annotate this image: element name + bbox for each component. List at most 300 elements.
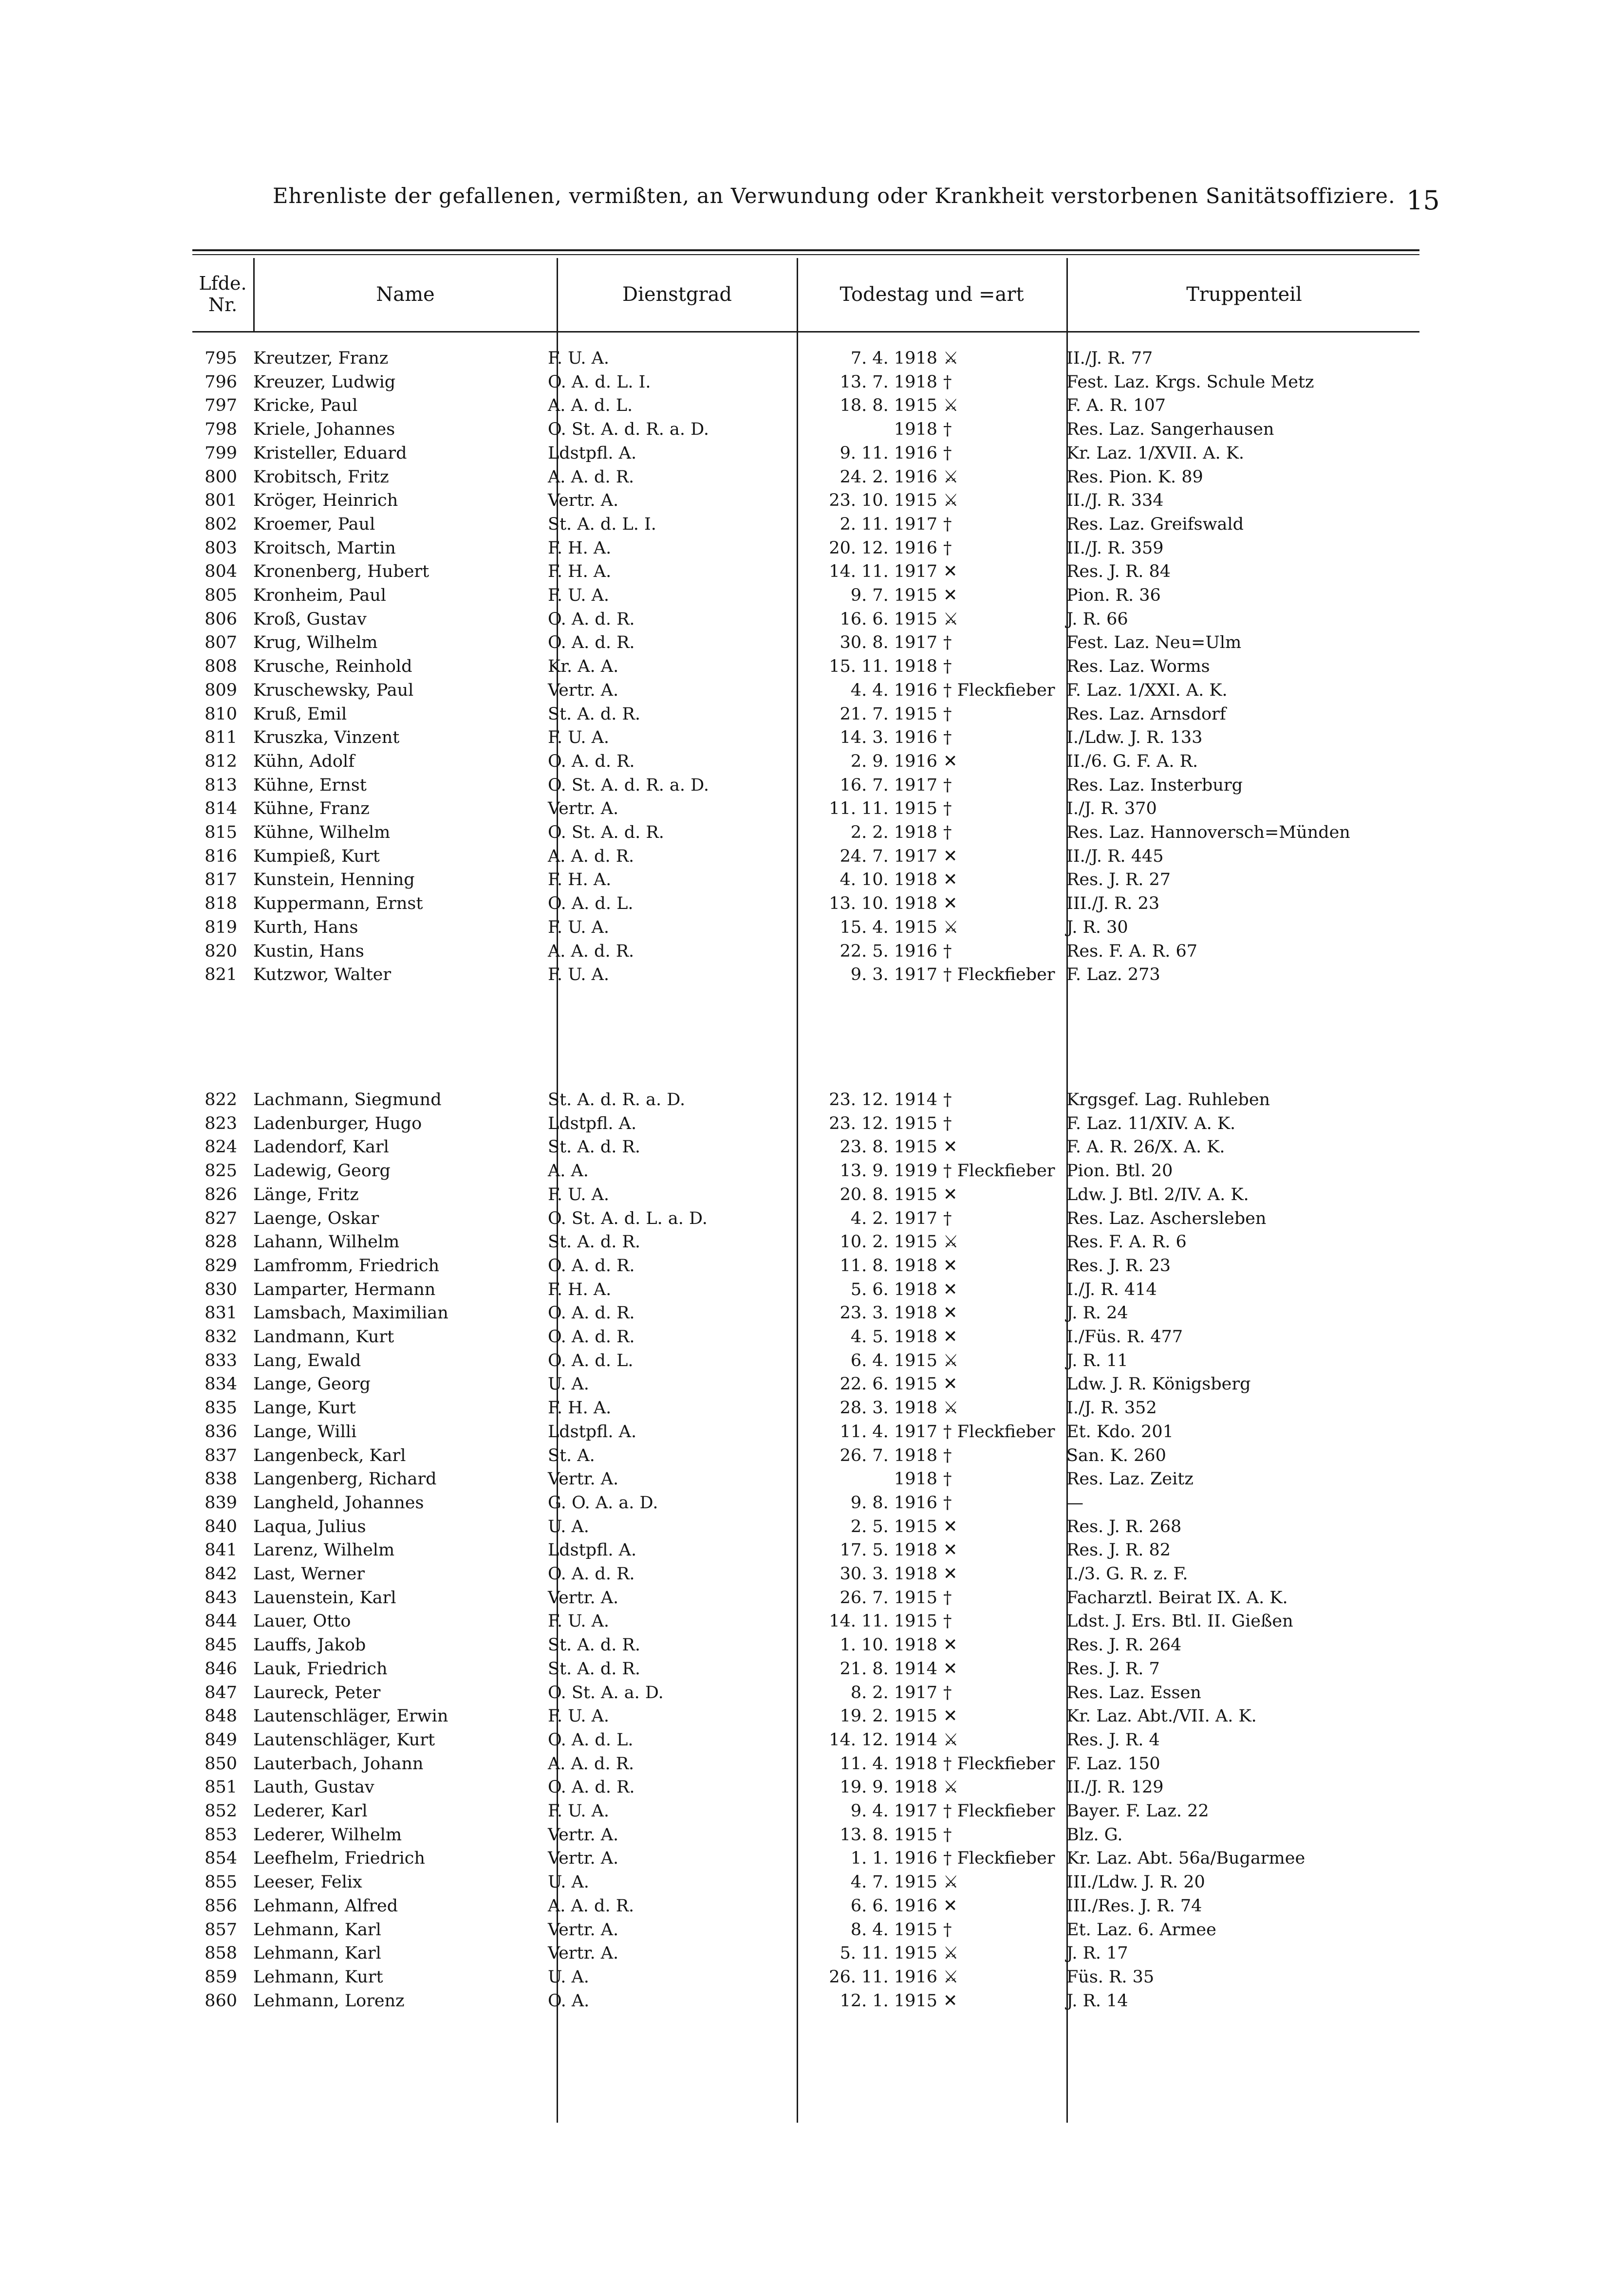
table-row: [192, 442, 1419, 465]
entry-unit: Res. Laz. Arnsdorf: [1066, 704, 1226, 724]
table-row: [192, 1467, 1419, 1491]
entry-death-date: 14. 11. 1917: [829, 562, 937, 582]
entry-death-type: ✕: [943, 1137, 958, 1157]
entry-name: Lange, Willi: [253, 1422, 357, 1442]
entry-death-date: 19. 9. 1918: [839, 1778, 937, 1797]
entry-name: Lauk, Friedrich: [253, 1659, 388, 1679]
entry-death-date: 4. 10. 1918: [839, 870, 937, 890]
entry-name: Lauer, Otto: [253, 1611, 351, 1631]
entry-number: 810: [205, 704, 237, 724]
entry-death-date: 13. 7. 1918: [839, 372, 937, 392]
entry-death-date: 30. 8. 1917: [839, 633, 937, 653]
entry-death-date: 23. 12. 1914: [829, 1090, 937, 1110]
table-row: [192, 1728, 1419, 1752]
table-row: [192, 465, 1419, 489]
entry-rank: U. A.: [548, 1967, 589, 1987]
entry-unit: F. Laz. 11/XIV. A. K.: [1066, 1113, 1236, 1133]
entry-rank: F. H. A.: [548, 870, 612, 890]
entry-death-date: 24. 7. 1917: [839, 846, 937, 866]
entry-death-date: 13. 10. 1918: [829, 894, 937, 914]
entry-death-date: 9. 7. 1915: [850, 586, 937, 605]
entry-rank: Vertr. A.: [548, 680, 619, 700]
entry-rank: A. A. d. R.: [548, 941, 634, 961]
entry-unit: Et. Kdo. 201: [1066, 1422, 1174, 1442]
entry-rank: O. A. d. L.: [548, 1730, 634, 1750]
entry-death-type: ✕: [943, 1706, 958, 1726]
entry-rank: O. St. A. d. L. a. D.: [548, 1208, 708, 1228]
entry-death-date: 22. 6. 1915: [839, 1374, 937, 1394]
entry-number: 838: [205, 1469, 237, 1489]
entry-death-type: †: [943, 1208, 952, 1228]
entry-death-type: †: [943, 799, 952, 819]
entry-unit: Kr. Laz. 1/XVII. A. K.: [1066, 443, 1245, 463]
entry-unit: Res. J. R. 7: [1066, 1659, 1160, 1679]
entry-death-date: 11. 4. 1917: [839, 1422, 937, 1442]
entry-unit: Res. F. A. R. 67: [1066, 941, 1198, 961]
entry-death-date: 15. 4. 1915: [839, 917, 937, 937]
entry-name: Krug, Wilhelm: [253, 633, 378, 653]
entry-death-date: 6. 4. 1915: [850, 1351, 937, 1370]
entry-death-type: ⚔: [943, 917, 959, 937]
entry-number: 834: [205, 1374, 237, 1394]
entry-unit: II./J. R. 445: [1066, 846, 1164, 866]
entry-death-type: † Fleckfieber: [943, 680, 1055, 700]
entry-rank: O. St. A. d. R. a. D.: [548, 420, 709, 440]
entry-death-type: ✕: [943, 1185, 958, 1204]
entry-unit: Fest. Laz. Krgs. Schule Metz: [1066, 372, 1314, 392]
entry-number: 798: [205, 420, 237, 440]
entry-death-type: ✕: [943, 1659, 958, 1679]
entry-death-date: 4. 2. 1917: [850, 1208, 937, 1228]
entry-number: 804: [205, 562, 237, 582]
entry-rank: O. A. d. R.: [548, 751, 635, 771]
entry-rank: Vertr. A.: [548, 1920, 619, 1940]
entry-death-type: ⚔: [943, 609, 959, 629]
entry-death-type: ✕: [943, 586, 958, 605]
entry-rank: F. H. A.: [548, 1279, 612, 1299]
entry-number: 830: [205, 1279, 237, 1299]
table-row: [192, 418, 1419, 441]
entry-unit: II./J. R. 129: [1066, 1778, 1164, 1797]
entry-name: Lange, Kurt: [253, 1398, 356, 1418]
table-row: [192, 347, 1419, 370]
table-row: [192, 584, 1419, 607]
entry-death-date: 23. 10. 1915: [829, 491, 937, 511]
table-row: [192, 774, 1419, 797]
entry-death-date: 11. 4. 1918: [839, 1754, 937, 1774]
table-row: [192, 1538, 1419, 1562]
entry-name: Last, Werner: [253, 1564, 365, 1584]
entry-unit: F. A. R. 107: [1066, 396, 1166, 416]
entry-name: Lauenstein, Karl: [253, 1588, 396, 1608]
entry-number: 811: [205, 728, 237, 748]
entry-rank: Vertr. A.: [548, 1944, 619, 1963]
entry-death-date: 23. 12. 1915: [829, 1113, 937, 1133]
entry-death-date: 10. 2. 1915: [839, 1232, 937, 1252]
entry-name: Lehmann, Karl: [253, 1944, 381, 1963]
entry-number: 841: [205, 1540, 237, 1560]
entry-number: 831: [205, 1303, 237, 1323]
entry-death-type: ✕: [943, 1327, 958, 1347]
entry-number: 856: [205, 1896, 237, 1916]
entry-death-type: †: [943, 443, 952, 463]
entry-rank: F. U. A.: [548, 965, 610, 985]
entry-number: 822: [205, 1090, 237, 1110]
entry-unit: F. Laz. 150: [1066, 1754, 1160, 1774]
entry-death-date: 30. 3. 1918: [839, 1564, 937, 1584]
entry-number: 820: [205, 941, 237, 961]
entry-name: Kronenberg, Hubert: [253, 562, 429, 582]
entry-number: 847: [205, 1683, 237, 1703]
entry-number: 848: [205, 1706, 237, 1726]
table-row: [192, 1112, 1419, 1135]
entry-death-date: 20. 12. 1916: [829, 538, 937, 558]
table-row: [192, 1586, 1419, 1610]
entry-unit: III./Res. J. R. 74: [1066, 1896, 1202, 1916]
entry-rank: St. A. d. L. I.: [548, 514, 656, 534]
table-row: [192, 845, 1419, 868]
entry-number: 805: [205, 586, 237, 605]
entry-unit: I./J. R. 352: [1066, 1398, 1157, 1418]
entry-death-date: 14. 11. 1915: [829, 1611, 937, 1631]
entry-number: 833: [205, 1351, 237, 1370]
entry-death-type: †: [943, 941, 952, 961]
entry-death-type: † Fleckfieber: [943, 1801, 1055, 1821]
entry-name: Kutzwor, Walter: [253, 965, 392, 985]
table-row: [192, 1704, 1419, 1728]
entry-number: 797: [205, 396, 237, 416]
entry-death-date: 9. 4. 1917: [850, 1801, 937, 1821]
entry-rank: Ldstpfl. A.: [548, 443, 637, 463]
entry-death-date: 20. 8. 1915: [839, 1185, 937, 1204]
entry-rank: F. U. A.: [548, 349, 610, 368]
table-row: [192, 1942, 1419, 1965]
entry-name: Lehmann, Lorenz: [253, 1991, 405, 2011]
entry-unit: Res. Laz. Worms: [1066, 657, 1210, 677]
entry-number: 859: [205, 1967, 237, 1987]
entry-unit: San. K. 260: [1066, 1445, 1166, 1465]
entry-rank: O. St. A. d. R.: [548, 823, 664, 842]
entry-unit: Res. J. R. 27: [1066, 870, 1171, 890]
table-row: [192, 1135, 1419, 1159]
entry-rank: Vertr. A.: [548, 799, 619, 819]
entry-name: Langenberg, Richard: [253, 1469, 437, 1489]
entry-rank: Vertr. A.: [548, 1469, 619, 1489]
entry-number: 849: [205, 1730, 237, 1750]
entry-name: Kronheim, Paul: [253, 586, 386, 605]
entry-number: 857: [205, 1920, 237, 1940]
entry-number: 815: [205, 823, 237, 842]
entry-name: Kroitsch, Martin: [253, 538, 396, 558]
entry-name: Langenbeck, Karl: [253, 1445, 406, 1465]
entry-name: Krobitsch, Fritz: [253, 467, 389, 487]
table-row: [192, 679, 1419, 702]
entry-number: 842: [205, 1564, 237, 1584]
entry-death-date: 19. 2. 1915: [839, 1706, 937, 1726]
entry-unit: Res. Laz. Aschersleben: [1066, 1208, 1267, 1228]
entry-number: 808: [205, 657, 237, 677]
entry-death-date: 14. 12. 1914: [829, 1730, 937, 1750]
entry-death-date: 4. 4. 1916: [850, 680, 937, 700]
entry-name: Kreuzer, Ludwig: [253, 372, 396, 392]
table-row: [192, 821, 1419, 844]
entry-number: 826: [205, 1185, 237, 1204]
entry-number: 814: [205, 799, 237, 819]
entry-death-type: ⚔: [943, 1398, 959, 1418]
table-row: [192, 916, 1419, 939]
entry-death-type: ✕: [943, 1991, 958, 2011]
entry-death-date: 11. 8. 1918: [839, 1256, 937, 1276]
entry-death-type: ✕: [943, 1256, 958, 1276]
entry-name: Laenge, Oskar: [253, 1208, 379, 1228]
table-row: [192, 1301, 1419, 1325]
table-row: [192, 631, 1419, 654]
entry-death-date: 23. 8. 1915: [839, 1137, 937, 1157]
entry-number: 809: [205, 680, 237, 700]
entry-rank: O. A. d. R.: [548, 1303, 635, 1323]
entry-rank: St. A. d. R.: [548, 1137, 640, 1157]
entry-death-type: † Fleckfieber: [943, 1422, 1055, 1442]
entry-death-type: †: [943, 1588, 952, 1608]
entry-death-type: †: [943, 1825, 952, 1845]
entry-death-date: 26. 11. 1916: [829, 1967, 937, 1987]
entry-name: Lautenschläger, Erwin: [253, 1706, 448, 1726]
table-row: [192, 489, 1419, 512]
entry-unit: Res. F. A. R. 6: [1066, 1232, 1187, 1252]
entry-rank: U. A.: [548, 1374, 589, 1394]
entry-unit: Res. Laz. Zeitz: [1066, 1469, 1194, 1489]
entry-name: Kumpieß, Kurt: [253, 846, 380, 866]
entry-rank: Ldstpfl. A.: [548, 1113, 637, 1133]
entry-number: 827: [205, 1208, 237, 1228]
entry-death-type: †: [943, 514, 952, 534]
entry-number: 837: [205, 1445, 237, 1465]
entry-death-date: 1918: [894, 420, 937, 440]
entry-number: 801: [205, 491, 237, 511]
entry-death-date: 15. 11. 1918: [829, 657, 937, 677]
entry-unit: Pion. R. 36: [1066, 586, 1161, 605]
entry-unit: Res. Laz. Hannoversch=Münden: [1066, 823, 1350, 842]
table-row: [192, 655, 1419, 678]
table-row: [192, 963, 1419, 986]
entry-death-date: 21. 8. 1914: [839, 1659, 937, 1679]
table-row: [192, 1278, 1419, 1301]
entry-death-date: 23. 3. 1918: [839, 1303, 937, 1323]
entry-death-type: † Fleckfieber: [943, 1849, 1055, 1869]
entry-death-type: ✕: [943, 894, 958, 914]
entry-name: Lehmann, Karl: [253, 1920, 381, 1940]
entry-number: 806: [205, 609, 237, 629]
entry-death-type: †: [943, 1090, 952, 1110]
entry-death-date: 26. 7. 1915: [839, 1588, 937, 1608]
entry-death-date: 1. 1. 1916: [850, 1849, 937, 1869]
table-row: [192, 1159, 1419, 1183]
entry-unit: Res. J. R. 4: [1066, 1730, 1160, 1750]
entry-number: 853: [205, 1825, 237, 1845]
entry-name: Lang, Ewald: [253, 1351, 361, 1370]
entry-number: 825: [205, 1161, 237, 1181]
entry-name: Kristeller, Eduard: [253, 443, 407, 463]
table-row: [192, 1776, 1419, 1799]
entry-death-type: †: [943, 1445, 952, 1465]
entry-unit: Bayer. F. Laz. 22: [1066, 1801, 1209, 1821]
entry-unit: Res. Laz. Insterburg: [1066, 775, 1243, 795]
entry-number: 800: [205, 467, 237, 487]
table-row: [192, 1325, 1419, 1349]
entry-rank: Vertr. A.: [548, 491, 619, 511]
entry-unit: J. R. 17: [1066, 1944, 1128, 1963]
entry-death-date: 2. 2. 1918: [850, 823, 937, 842]
entry-death-date: 2. 11. 1917: [839, 514, 937, 534]
entry-name: Lederer, Karl: [253, 1801, 368, 1821]
entry-rank: F. U. A.: [548, 728, 610, 748]
entry-number: 799: [205, 443, 237, 463]
entry-name: Kruß, Emil: [253, 704, 347, 724]
table-row: [192, 1491, 1419, 1515]
entry-unit: II./J. R. 359: [1066, 538, 1164, 558]
entry-death-type: ⚔: [943, 1351, 959, 1370]
entry-name: Kühne, Franz: [253, 799, 370, 819]
entry-number: 835: [205, 1398, 237, 1418]
entry-death-type: ⚔: [943, 396, 959, 416]
entry-number: 821: [205, 965, 237, 985]
entry-unit: Ldst. J. Ers. Btl. II. Gießen: [1066, 1611, 1293, 1631]
entry-number: 836: [205, 1422, 237, 1442]
entry-unit: Fest. Laz. Neu=Ulm: [1066, 633, 1242, 653]
table-row: [192, 1207, 1419, 1230]
table-row: [192, 394, 1419, 417]
entry-name: Kuppermann, Ernst: [253, 894, 423, 914]
entry-death-date: 7. 4. 1918: [850, 349, 937, 368]
entry-number: 819: [205, 917, 237, 937]
entry-rank: F. U. A.: [548, 586, 610, 605]
entry-death-date: 2. 5. 1915: [850, 1517, 937, 1537]
entry-death-date: 17. 5. 1918: [839, 1540, 937, 1560]
entry-death-type: †: [943, 704, 952, 724]
entry-name: Lauterbach, Johann: [253, 1754, 424, 1774]
entry-rank: Ldstpfl. A.: [548, 1540, 637, 1560]
entry-death-date: 16. 7. 1917: [839, 775, 937, 795]
entry-death-type: ✕: [943, 1374, 958, 1394]
entry-name: Langheld, Johannes: [253, 1493, 424, 1513]
table-row: [192, 1752, 1419, 1776]
entry-death-type: ✕: [943, 846, 958, 866]
entry-unit: III./J. R. 23: [1066, 894, 1160, 914]
entry-death-type: †: [943, 1683, 952, 1703]
entry-name: Lamparter, Hermann: [253, 1279, 436, 1299]
entry-unit: Ldw. J. Btl. 2/IV. A. K.: [1066, 1185, 1249, 1204]
entry-unit: I./Ldw. J. R. 133: [1066, 728, 1203, 748]
entry-name: Lachmann, Siegmund: [253, 1090, 442, 1110]
entry-rank: O. A. d. R.: [548, 1327, 635, 1347]
entry-rank: O. St. A. d. R. a. D.: [548, 775, 709, 795]
entry-name: Ladenburger, Hugo: [253, 1113, 422, 1133]
entry-death-date: 13. 8. 1915: [839, 1825, 937, 1845]
entry-death-date: 9. 3. 1917: [850, 965, 937, 985]
entry-name: Lahann, Wilhelm: [253, 1232, 400, 1252]
entry-death-type: ⚔: [943, 349, 959, 368]
entry-death-type: † Fleckfieber: [943, 965, 1055, 985]
entry-name: Lamfromm, Friedrich: [253, 1256, 440, 1276]
entry-death-date: 1918: [894, 1469, 937, 1489]
entry-rank: O. A. d. R.: [548, 609, 635, 629]
entry-death-date: 18. 8. 1915: [839, 396, 937, 416]
entry-death-date: 16. 6. 1915: [839, 609, 937, 629]
entry-death-date: 13. 9. 1919: [839, 1161, 937, 1181]
entry-unit: Res. Pion. K. 89: [1066, 467, 1203, 487]
entry-death-date: 28. 3. 1918: [839, 1398, 937, 1418]
entry-rank: F. U. A.: [548, 1801, 610, 1821]
entry-death-date: 6. 6. 1916: [850, 1896, 937, 1916]
entry-number: 854: [205, 1849, 237, 1869]
entry-death-date: 4. 5. 1918: [850, 1327, 937, 1347]
entry-death-date: 4. 7. 1915: [850, 1872, 937, 1892]
entry-number: 850: [205, 1754, 237, 1774]
entry-unit: Et. Laz. 6. Armee: [1066, 1920, 1216, 1940]
entry-death-type: †: [943, 1493, 952, 1513]
entry-unit: J. R. 24: [1066, 1303, 1128, 1323]
entry-number: 796: [205, 372, 237, 392]
entry-name: Kunstein, Henning: [253, 870, 415, 890]
entry-number: 860: [205, 1991, 237, 2011]
entry-unit: Res. J. R. 268: [1066, 1517, 1182, 1537]
entry-name: Lamsbach, Maximilian: [253, 1303, 448, 1323]
entry-rank: F. U. A.: [548, 1706, 610, 1726]
entry-death-type: ✕: [943, 751, 958, 771]
entry-rank: A. A. d. R.: [548, 467, 634, 487]
table-row: [192, 726, 1419, 749]
entry-name: Kroemer, Paul: [253, 514, 375, 534]
table-row: [192, 370, 1419, 394]
table-row: [192, 513, 1419, 536]
entry-rank: O. A. d. R.: [548, 633, 635, 653]
table-row: [192, 1349, 1419, 1372]
entry-number: 855: [205, 1872, 237, 1892]
entry-name: Lauth, Gustav: [253, 1778, 374, 1797]
entry-death-type: ✕: [943, 870, 958, 890]
column-header-name: Name: [376, 283, 435, 306]
entry-death-date: 24. 2. 1916: [839, 467, 937, 487]
entry-number: 858: [205, 1944, 237, 1963]
entry-death-type: †: [943, 1920, 952, 1940]
table-row: [192, 1918, 1419, 1942]
entry-death-type: †: [943, 823, 952, 842]
page-header: Ehrenliste der gefallenen, vermißten, an Verwundung oder Krankheit verstorbenen Sanitätsoffiziere.: [273, 184, 1396, 208]
entry-death-type: ⚔: [943, 467, 959, 487]
table-row: [192, 1989, 1419, 2013]
table-row: [192, 1562, 1419, 1586]
entry-unit: Ldw. J. R. Königsberg: [1066, 1374, 1251, 1394]
column-header-nr: Lfde. Nr.: [199, 273, 247, 315]
entry-name: Kühne, Ernst: [253, 775, 367, 795]
entry-name: Lange, Georg: [253, 1374, 371, 1394]
entry-death-type: ⚔: [943, 1967, 959, 1987]
entry-number: 844: [205, 1611, 237, 1631]
entry-unit: Kr. Laz. Abt./VII. A. K.: [1066, 1706, 1257, 1726]
entry-death-type: †: [943, 633, 952, 653]
entry-death-date: 8. 2. 1917: [850, 1683, 937, 1703]
entry-rank: Vertr. A.: [548, 1588, 619, 1608]
table-row: [192, 1847, 1419, 1870]
entry-death-type: ✕: [943, 1896, 958, 1916]
entry-number: 813: [205, 775, 237, 795]
table-row: [192, 1088, 1419, 1111]
entry-name: Ladendorf, Karl: [253, 1137, 389, 1157]
entry-death-type: †: [943, 1611, 952, 1631]
entry-unit: Füs. R. 35: [1066, 1967, 1155, 1987]
table-row: [192, 560, 1419, 583]
column-header-unit: Truppenteil: [1186, 283, 1302, 306]
